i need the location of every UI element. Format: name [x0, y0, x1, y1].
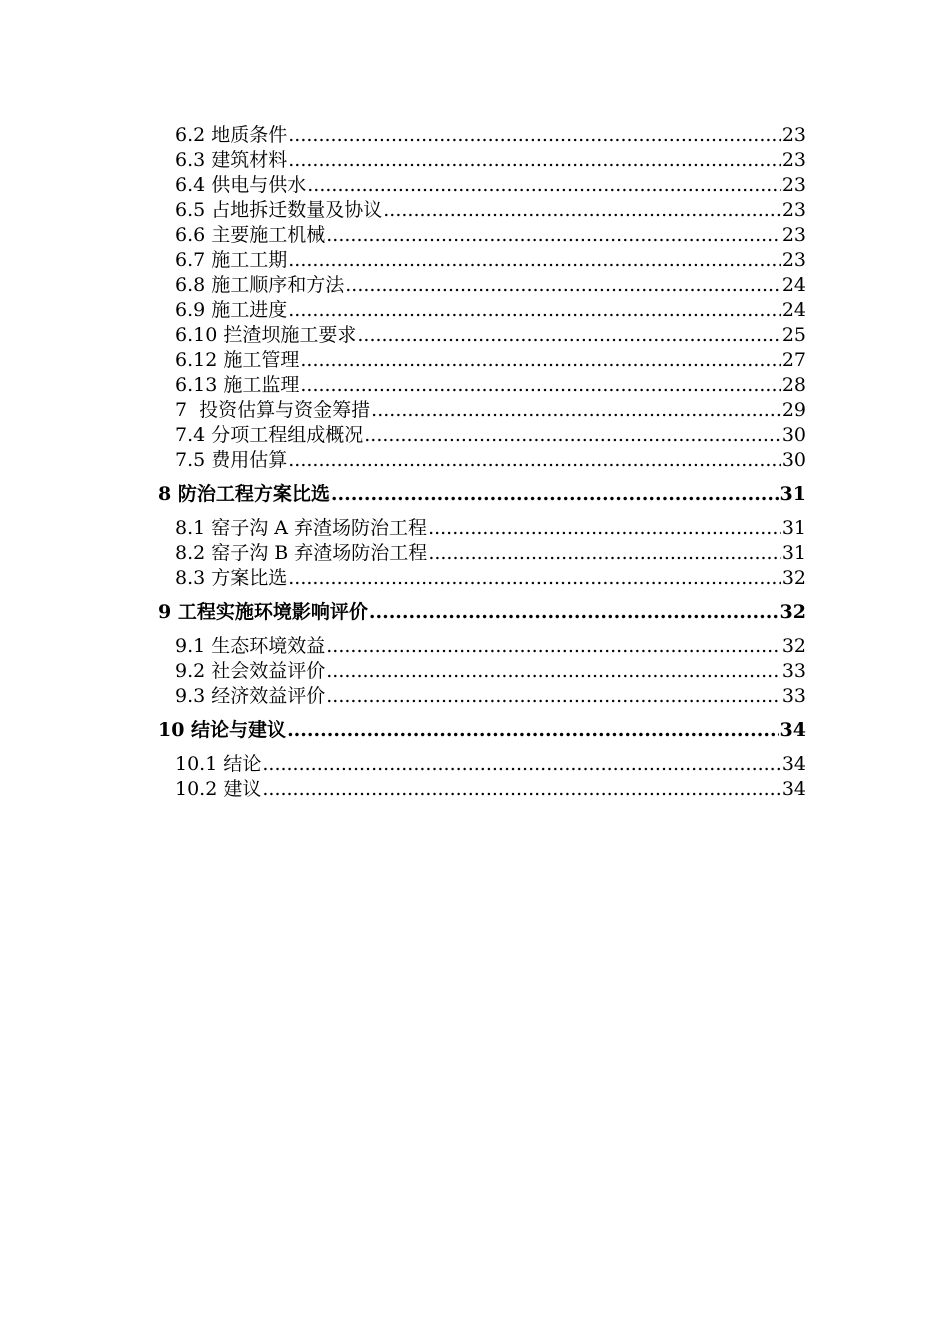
- toc-entry-page: 24: [781, 299, 806, 321]
- toc-entry-page: 31: [779, 483, 806, 505]
- toc-entry[interactable]: [158, 398, 806, 423]
- table-of-contents: [158, 123, 806, 802]
- toc-entry-label: 6.7 施工工期: [175, 249, 288, 271]
- toc-entry[interactable]: [158, 223, 806, 248]
- toc-entry[interactable]: [158, 348, 806, 373]
- toc-entry-page: 34: [781, 778, 806, 800]
- dot-leader: [288, 298, 781, 323]
- dot-leader: [326, 634, 781, 659]
- toc-entry[interactable]: [158, 752, 806, 777]
- toc-entry-label: 6.10 拦渣坝施工要求: [175, 324, 357, 346]
- toc-entry[interactable]: [158, 777, 806, 802]
- toc-entry-label: 6.6 主要施工机械: [175, 224, 326, 246]
- toc-entry-label: 6.4 供电与供水: [175, 174, 307, 196]
- toc-entry-label: 6.3 建筑材料: [175, 149, 288, 171]
- dot-leader: [287, 718, 778, 743]
- toc-entry-label: 9.2 社会效益评价: [175, 660, 326, 682]
- toc-entry-label: 10.2 建议: [175, 778, 262, 800]
- toc-entry[interactable]: [158, 148, 806, 173]
- toc-entry-page: 33: [781, 685, 806, 707]
- toc-entry-page: 33: [781, 660, 806, 682]
- dot-leader: [262, 752, 780, 777]
- dot-leader: [262, 777, 780, 802]
- toc-entry[interactable]: [158, 123, 806, 148]
- toc-entry-page: 34: [779, 719, 806, 741]
- toc-entry-page: 32: [779, 601, 806, 623]
- dot-leader: [288, 448, 781, 473]
- toc-entry-label: 6.2 地质条件: [175, 124, 288, 146]
- toc-entry-page: 34: [781, 753, 806, 775]
- toc-entry-page: 25: [781, 324, 806, 346]
- toc-entry-page: 27: [781, 349, 806, 371]
- toc-entry-label: 10.1 结论: [175, 753, 262, 775]
- toc-entry-page: 30: [781, 424, 806, 446]
- toc-entry-page: 23: [781, 124, 806, 146]
- toc-entry-label: 7.5 费用估算: [175, 449, 288, 471]
- dot-leader: [428, 541, 781, 566]
- dot-leader: [428, 516, 781, 541]
- dot-leader: [371, 398, 781, 423]
- toc-entry-label: 8.3 方案比选: [175, 567, 288, 589]
- toc-entry[interactable]: [158, 634, 806, 659]
- toc-entry[interactable]: [158, 423, 806, 448]
- dot-leader: [331, 482, 779, 507]
- dot-leader: [345, 273, 781, 298]
- toc-entry-label: 6.9 施工进度: [175, 299, 288, 321]
- toc-entry-page: 23: [781, 224, 806, 246]
- dot-leader: [369, 600, 779, 625]
- dot-leader: [300, 373, 780, 398]
- dot-leader: [326, 684, 781, 709]
- toc-entry[interactable]: [158, 684, 806, 709]
- toc-entry-label: 7 投资估算与资金筹措: [175, 399, 371, 421]
- toc-entry-page: 23: [781, 149, 806, 171]
- toc-entry[interactable]: [158, 298, 806, 323]
- toc-entry-label: 6.5 占地拆迁数量及协议: [175, 199, 383, 221]
- dot-leader: [357, 323, 780, 348]
- toc-entry-page: 29: [781, 399, 806, 421]
- toc-chapter-entry[interactable]: [158, 600, 806, 625]
- toc-entry[interactable]: [158, 541, 806, 566]
- toc-entry-page: 23: [781, 249, 806, 271]
- dot-leader: [383, 198, 781, 223]
- dot-leader: [326, 223, 781, 248]
- toc-entry-label: 8.2 窑子沟 B 弃渣场防治工程: [175, 542, 428, 564]
- toc-entry-page: 32: [781, 635, 806, 657]
- toc-entry-page: 30: [781, 449, 806, 471]
- toc-entry-label: 9.1 生态环境效益: [175, 635, 326, 657]
- dot-leader: [300, 348, 780, 373]
- toc-entry[interactable]: [158, 273, 806, 298]
- toc-entry-page: 31: [781, 517, 806, 539]
- toc-entry-label: 9.3 经济效益评价: [175, 685, 326, 707]
- toc-chapter-entry[interactable]: [158, 482, 806, 507]
- dot-leader: [288, 123, 781, 148]
- toc-entry-label: 8 防治工程方案比选: [158, 483, 330, 505]
- toc-entry-page: 24: [781, 274, 806, 296]
- toc-entry[interactable]: [158, 516, 806, 541]
- toc-entry-label: 6.13 施工监理: [175, 374, 300, 396]
- toc-entry[interactable]: [158, 659, 806, 684]
- toc-entry-label: 9 工程实施环境影响评价: [158, 601, 368, 623]
- toc-entry[interactable]: [158, 323, 806, 348]
- toc-entry[interactable]: [158, 373, 806, 398]
- toc-entry-page: 32: [781, 567, 806, 589]
- toc-entry-page: 23: [781, 199, 806, 221]
- dot-leader: [288, 148, 781, 173]
- toc-entry-page: 31: [781, 542, 806, 564]
- toc-chapter-entry[interactable]: [158, 718, 806, 743]
- toc-entry-label: 8.1 窑子沟 A 弃渣场防治工程: [175, 517, 428, 539]
- toc-entry-page: 23: [781, 174, 806, 196]
- toc-entry[interactable]: [158, 198, 806, 223]
- toc-entry[interactable]: [158, 566, 806, 591]
- dot-leader: [288, 566, 781, 591]
- dot-leader: [326, 659, 781, 684]
- dot-leader: [364, 423, 781, 448]
- toc-entry[interactable]: [158, 173, 806, 198]
- toc-entry-label: 7.4 分项工程组成概况: [175, 424, 364, 446]
- toc-entry-label: 6.8 施工顺序和方法: [175, 274, 345, 296]
- toc-entry[interactable]: [158, 248, 806, 273]
- toc-entry[interactable]: [158, 448, 806, 473]
- dot-leader: [288, 248, 781, 273]
- toc-entry-page: 28: [781, 374, 806, 396]
- toc-entry-label: 6.12 施工管理: [175, 349, 300, 371]
- dot-leader: [307, 173, 781, 198]
- toc-entry-label: 10 结论与建议: [158, 719, 287, 741]
